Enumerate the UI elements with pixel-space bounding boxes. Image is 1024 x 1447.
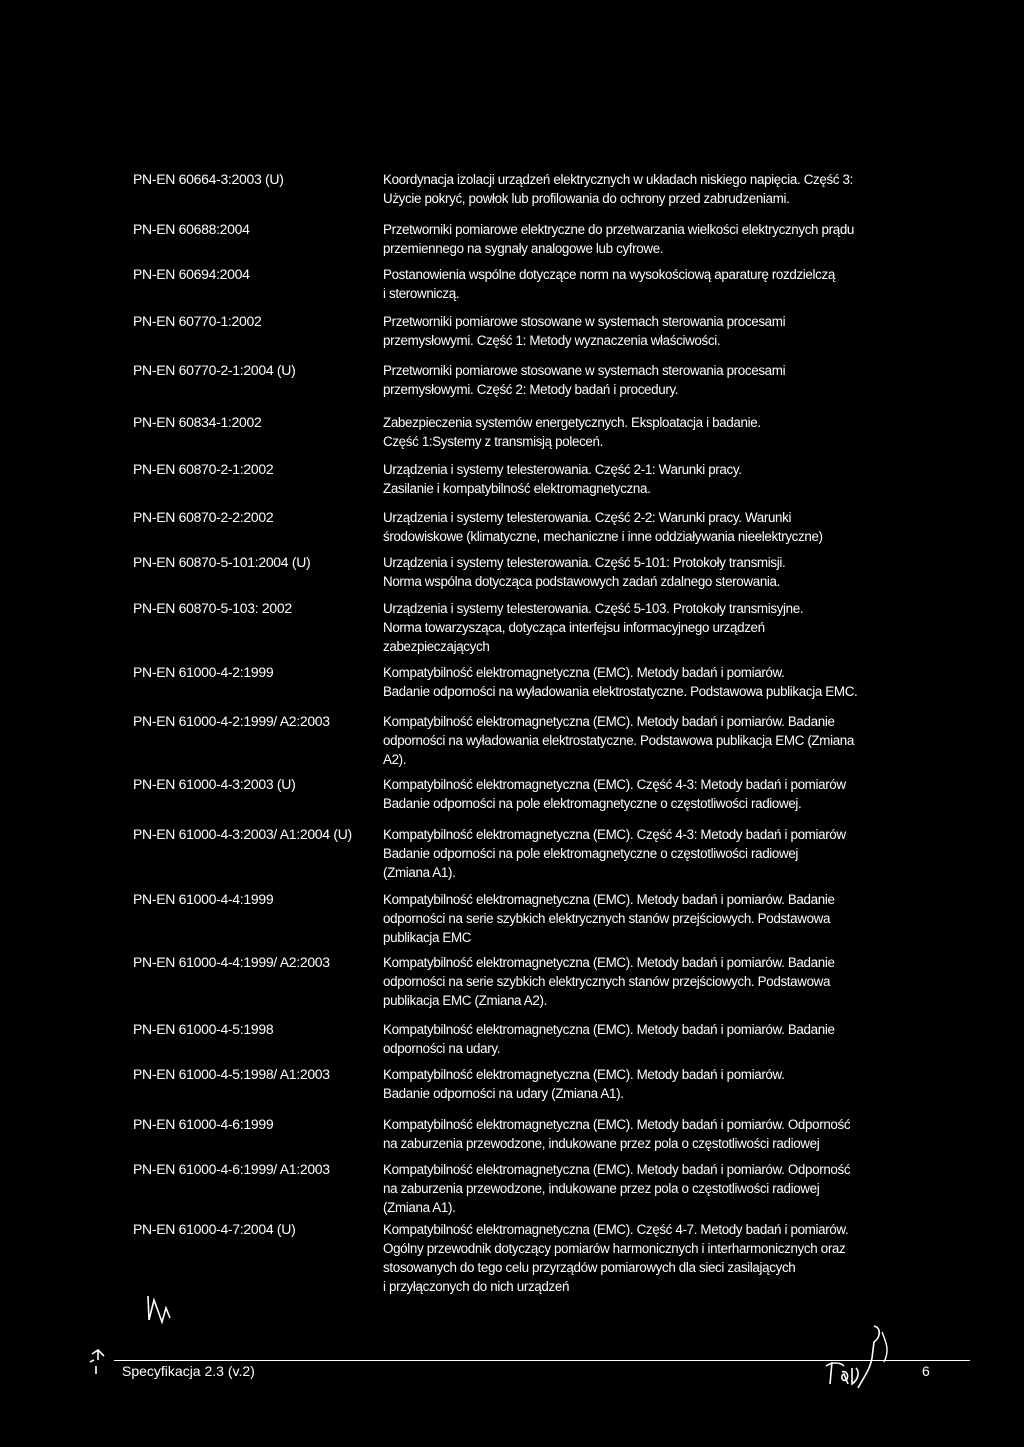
description-line: Badanie odporności na pole elektromagnetyczne o częstotliwości radiowej. [383, 796, 802, 811]
description-line: stosowanych do tego celu przyrządów pomiarowych dla sieci zasilających [383, 1260, 796, 1275]
standard-code: PN-EN 60770-1:2002 [133, 313, 262, 329]
description-line: i przyłączonych do nich urządzeń [383, 1279, 570, 1294]
standard-code: PN-EN 60870-2-1:2002 [133, 461, 274, 477]
description-line: na zaburzenia przewodzone, indukowane przez pola o częstotliwości radiowej [383, 1136, 820, 1151]
description-line: Urządzenia i systemy telesterowania. Część 2-2: Warunki pracy. Warunki [383, 510, 792, 525]
description-line: Norma wspólna dotycząca podstawowych zadań zdalnego sterowania. [383, 574, 781, 589]
standard-description [383, 460, 903, 498]
description-line: Kompatybilność elektromagnetyczna (EMC). Część 4-3: Metody badań i pomiarów [383, 777, 846, 792]
description-line: Kompatybilność elektromagnetyczna (EMC). Metody badań i pomiarów. Badanie [383, 1022, 835, 1037]
standard-description [383, 312, 903, 350]
description-line: środowiskowe (klimatyczne, mechaniczne i inne oddziaływania nieelektryczne) [383, 529, 823, 544]
description-line: Kompatybilność elektromagnetyczna (EMC). Część 4-3: Metody badań i pomiarów [383, 827, 846, 842]
description-line: Ogólny przewodnik dotyczący pomiarów harmonicznych i interharmonicznych oraz [383, 1241, 846, 1256]
standard-description [383, 775, 903, 813]
description-line: Kompatybilność elektromagnetyczna (EMC). Metody badań i pomiarów. Badanie [383, 955, 835, 970]
description-line: Postanowienia wspólne dotyczące norm na wysokościową aparaturę rozdzielczą [383, 267, 835, 282]
description-line: A2). [383, 752, 407, 767]
description-line: Zasilanie i kompatybilność elektromagnetyczna. [383, 481, 651, 496]
description-line: Zabezpieczenia systemów energetycznych. Eksploatacja i badanie. [383, 415, 761, 430]
standard-code: PN-EN 61000-4-3:2003/ A1:2004 (U) [133, 826, 352, 842]
standard-description [383, 1160, 903, 1217]
description-line: publikacja EMC [383, 930, 472, 945]
description-line: przemysłowymi. Część 2: Metody badań i procedury. [383, 382, 679, 397]
standard-description [383, 953, 903, 1010]
description-line: Część 1:Systemy z transmisją poleceń. [383, 434, 603, 449]
standard-description [383, 1065, 903, 1103]
standard-code: PN-EN 60770-2-1:2004 (U) [133, 362, 296, 378]
standard-code: PN-EN 61000-4-3:2003 (U) [133, 776, 296, 792]
description-line: na zaburzenia przewodzone, indukowane przez pola o częstotliwości radiowej [383, 1181, 820, 1196]
standard-description [383, 220, 903, 258]
standard-description [383, 712, 903, 769]
standard-code: PN-EN 61000-4-6:1999/ A1:2003 [133, 1161, 330, 1177]
standard-code: PN-EN 60870-2-2:2002 [133, 509, 274, 525]
standard-description [383, 170, 903, 208]
standard-code: PN-EN 60694:2004 [133, 266, 250, 282]
description-line: Kompatybilność elektromagnetyczna (EMC). Metody badań i pomiarów. Badanie [383, 892, 835, 907]
description-line: Kompatybilność elektromagnetyczna (EMC). Metody badań i pomiarów. [383, 1067, 785, 1082]
description-line: przemysłowymi. Część 1: Metody wyznaczenia właściwości. [383, 333, 721, 348]
standard-description [383, 553, 903, 591]
standard-description [383, 1220, 903, 1296]
description-line: przemiennego na sygnały analogowe lub cyfrowe. [383, 241, 664, 256]
margin-mark [84, 1346, 112, 1376]
standard-code: PN-EN 61000-4-6:1999 [133, 1116, 274, 1132]
standard-code: PN-EN 61000-4-4:1999 [133, 891, 274, 907]
standard-description [383, 890, 903, 947]
footer-label: Specyfikacja 2.3 (v.2) [122, 1363, 255, 1379]
description-line: odporności na wyładowania elektrostatyczne. Podstawowa publikacja EMC (Zmiana [383, 733, 854, 748]
description-line: Kompatybilność elektromagnetyczna (EMC). Metody badań i pomiarów. Odporność [383, 1117, 851, 1132]
standard-code: PN-EN 61000-4-4:1999/ A2:2003 [133, 954, 330, 970]
description-line: Kompatybilność elektromagnetyczna (EMC). Metody badań i pomiarów. Odporność [383, 1162, 851, 1177]
description-line: Badanie odporności na udary (Zmiana A1). [383, 1086, 624, 1101]
description-line: Koordynacja izolacji urządzeń elektrycznych w układach niskiego napięcia. Część 3: [383, 172, 853, 187]
description-line: Przetworniki pomiarowe elektryczne do przetwarzania wielkości elektrycznych prądu [383, 222, 855, 237]
standard-description [383, 265, 903, 303]
standard-code: PN-EN 61000-4-2:1999 [133, 664, 274, 680]
description-line: odporności na serie szybkich elektrycznych stanów przejściowych. Podstawowa [383, 911, 831, 926]
description-line: Przetworniki pomiarowe stosowane w systemach sterowania procesami [383, 314, 786, 329]
description-line: Przetworniki pomiarowe stosowane w systemach sterowania procesami [383, 363, 786, 378]
description-line: (Zmiana A1). [383, 1200, 456, 1215]
description-line: odporności na udary. [383, 1041, 501, 1056]
handwritten-initials [140, 1290, 180, 1330]
standard-description [383, 508, 903, 546]
standard-code: PN-EN 60834-1:2002 [133, 414, 262, 430]
description-line: Użycie pokryć, powłok lub profilowania do ochrony przed zabrudzeniami. [383, 191, 790, 206]
standard-description [383, 1115, 903, 1153]
page-number: 6 [922, 1363, 930, 1379]
description-line: Kompatybilność elektromagnetyczna (EMC). Metody badań i pomiarów. Badanie [383, 714, 835, 729]
description-line: Urządzenia i systemy telesterowania. Część 5-103. Protokoły transmisyjne. [383, 601, 804, 616]
standard-description [383, 1020, 903, 1058]
standard-code: PN-EN 61000-4-5:1998/ A1:2003 [133, 1066, 330, 1082]
standard-code: PN-EN 61000-4-2:1999/ A2:2003 [133, 713, 330, 729]
description-line: Urządzenia i systemy telesterowania. Część 5-101: Protokoły transmisji. [383, 555, 786, 570]
description-line: Kompatybilność elektromagnetyczna (EMC). Metody badań i pomiarów. [383, 665, 785, 680]
description-line: i sterowniczą. [383, 286, 460, 301]
standard-description [383, 599, 903, 656]
standard-description [383, 413, 903, 451]
standard-code: PN-EN 60870-5-103: 2002 [133, 600, 292, 616]
description-line: Badanie odporności na wyładowania elektrostatyczne. Podstawowa publikacja EMC. [383, 684, 858, 699]
description-line: Kompatybilność elektromagnetyczna (EMC). Część 4-7. Metody badań i pomiarów. [383, 1222, 849, 1237]
description-line: zabezpieczających [383, 639, 490, 654]
standard-code: PN-EN 61000-4-5:1998 [133, 1021, 274, 1037]
description-line: Badanie odporności na pole elektromagnetyczne o częstotliwości radiowej [383, 846, 799, 861]
handwritten-signature [812, 1322, 902, 1392]
standard-code: PN-EN 60870-5-101:2004 (U) [133, 554, 311, 570]
description-line: odporności na serie szybkich elektrycznych stanów przejściowych. Podstawowa [383, 974, 831, 989]
standard-code: PN-EN 61000-4-7:2004 (U) [133, 1221, 296, 1237]
standard-description [383, 663, 903, 701]
standard-code: PN-EN 60664-3:2003 (U) [133, 171, 284, 187]
description-line: Urządzenia i systemy telesterowania. Część 2-1: Warunki pracy. [383, 462, 742, 477]
standard-description [383, 361, 903, 399]
standard-code: PN-EN 60688:2004 [133, 221, 250, 237]
description-line: publikacja EMC (Zmiana A2). [383, 993, 547, 1008]
standard-description [383, 825, 903, 882]
description-line: (Zmiana A1). [383, 865, 456, 880]
description-line: Norma towarzysząca, dotycząca interfejsu informacyjnego urządzeń [383, 620, 765, 635]
